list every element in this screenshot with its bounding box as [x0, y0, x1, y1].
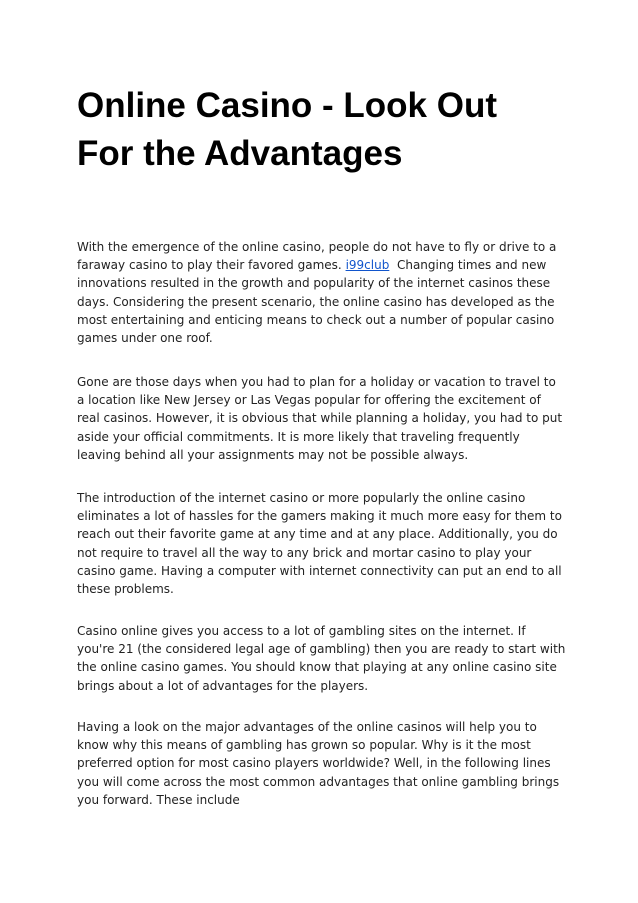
text-line: reach out their favorite game at any time and at any place. Additionally, you do	[77, 527, 558, 542]
title-line: Online Casino - Look Out	[77, 86, 497, 125]
text-line: eliminates a lot of hassles for the gamers making it much more easy for them to	[77, 509, 562, 524]
text-line: not require to travel all the way to any brick and mortar casino to play your	[77, 545, 532, 560]
text-line: most entertaining and enticing means to check out a number of popular casino	[77, 312, 555, 327]
text-segment: Changing times and new	[389, 258, 547, 273]
paragraph-advantages	[77, 718, 567, 809]
text-line: you will come across the most common advantages that online gambling brings	[77, 774, 560, 789]
text-line: With the emergence of the online casino, people do not have to fly or drive to a	[77, 240, 557, 254]
title-line: For the Advantages	[77, 134, 403, 173]
text-line: you forward. These include	[77, 792, 240, 807]
text-line-with-link	[77, 256, 567, 274]
text-line: Having a look on the major advantages of the online casinos will help you to	[77, 720, 537, 734]
text-line: aside your official commitments. It is more likely that traveling frequently	[77, 429, 520, 444]
text-line: games under one roof.	[77, 331, 213, 346]
text-line: leaving behind all your assignments may not be possible always.	[77, 447, 469, 462]
text-line: brings about a lot of advantages for the players.	[77, 678, 369, 693]
text-line: these problems.	[77, 582, 174, 597]
text-line: Gone are those days when you had to plan for a holiday or vacation to travel to	[77, 375, 556, 389]
text-line: know why this means of gambling has grown so popular. Why is it the most	[77, 738, 531, 753]
text-line: Casino online gives you access to a lot of gambling sites on the internet. If	[77, 624, 526, 638]
text-line: The introduction of the internet casino or more popularly the online casino	[77, 491, 526, 505]
text-line: innovations resulted in the growth and popularity of the internet casinos these	[77, 276, 551, 291]
text-line: the online casino games. You should know that playing at any online casino site	[77, 660, 557, 675]
i99club-link[interactable]: i99club	[345, 258, 390, 273]
text-line: real casinos. However, it is obvious that while planning a holiday, you had to put	[77, 411, 563, 426]
text-line: you're 21 (the considered legal age of gambling) then you are ready to start with	[77, 642, 566, 657]
paragraph-intro	[77, 238, 567, 347]
paragraph-access	[77, 622, 567, 695]
text-line: preferred option for most casino players worldwide? Well, in the following lines	[77, 756, 551, 771]
text-line: days. Considering the present scenario, the online casino has developed as the	[77, 294, 555, 309]
text-segment: faraway casino to play their favored games.	[77, 258, 342, 273]
page-title	[77, 82, 577, 178]
text-line: casino game. Having a computer with internet connectivity can put an end to all	[77, 563, 562, 578]
paragraph-holiday	[77, 373, 567, 464]
text-line: a location like New Jersey or Las Vegas popular for offering the excitement of	[77, 393, 541, 408]
paragraph-introduction	[77, 489, 567, 598]
